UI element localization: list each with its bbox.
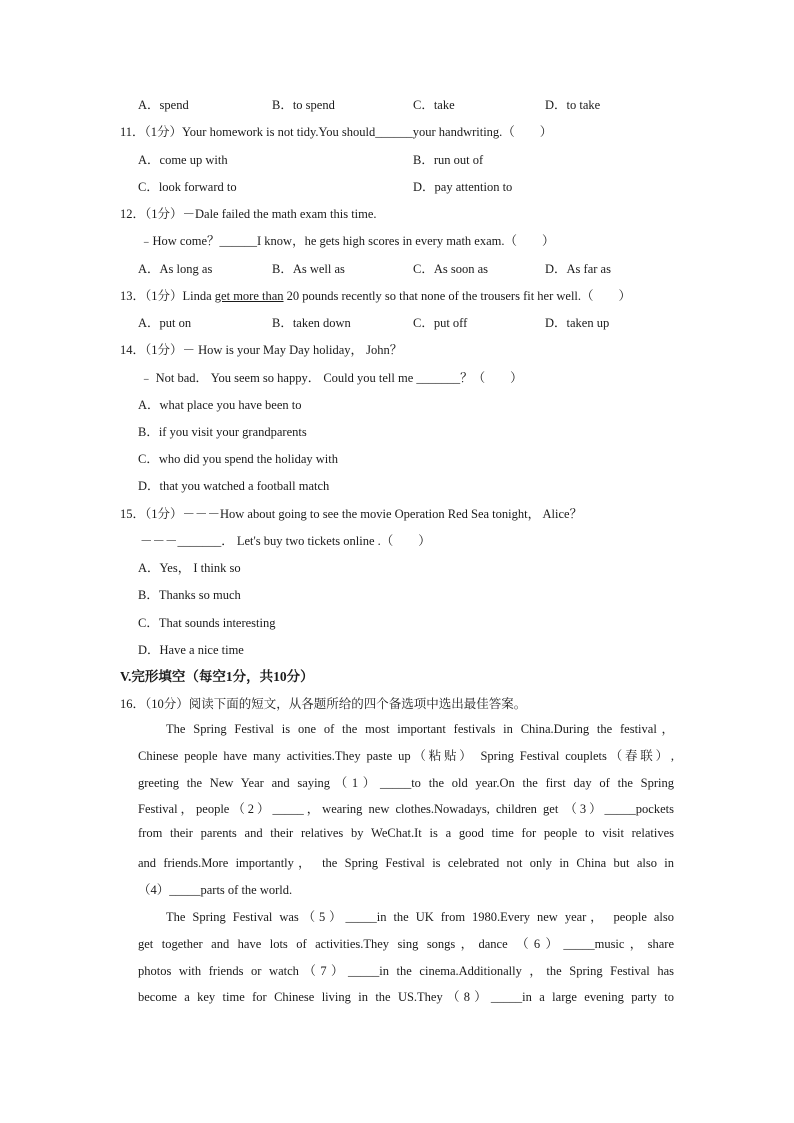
q10-option-a: A．spend [138, 98, 189, 112]
q15-option-d: D．Have a nice time [138, 643, 244, 657]
passage-line: （4）_____parts of the world. [138, 882, 293, 897]
q15-stem: 15．（1分）－－－How about going to see the movie Operation Red Sea tonight， Alice？ [120, 507, 583, 521]
passage-line: and friends.More importantly， the Spring Festival is celebrated not only in China but also in [138, 855, 674, 870]
passage-paragraph-1 [138, 719, 674, 907]
q14-option-d: D．that you watched a football match [138, 479, 330, 493]
q14-option-b: B．if you visit your grandparents [138, 425, 307, 439]
q14-stem: 14．（1分）－ How is your May Day holiday， John？ [120, 343, 403, 357]
q11-option-a: A．come up with [138, 153, 228, 167]
q10-option-b: B．to spend [272, 98, 335, 112]
q15-option-b: B．Thanks so much [138, 588, 241, 602]
q13-option-a: A．put on [138, 316, 192, 330]
q14-option-a: A．what place you have been to [138, 398, 302, 412]
q14-stem-2: ﹣ Not bad． You seem so happy． Could you tell me _______？（ ） [140, 371, 523, 385]
q13-underlined-phrase: get more than [214, 289, 284, 303]
q12-option-a: A．As long as [138, 262, 213, 276]
q11-option-d: D．pay attention to [413, 180, 513, 194]
q15-option-c: C．That sounds interesting [138, 616, 276, 630]
passage-line: greeting the New Year and saying（1）_____to the old year.On the first day of the Spring [138, 775, 674, 790]
q16-stem: 16．（10分）阅读下面的短文，从各题所给的四个备选项中选出最佳答案。 [120, 697, 527, 711]
q11-option-b: B．run out of [413, 153, 484, 167]
q11-option-c: C．look forward to [138, 180, 237, 194]
passage-line: Festival，people（2）_____，wearing new clothes.Nowadays, children get （3）_____pockets [138, 802, 674, 817]
q12-stem: 12．（1分）－Dale failed the math exam this time. [120, 207, 377, 221]
section-title: V.完形填空（每空1分，共10分） [120, 669, 314, 684]
passage-line: get together and have lots of activities.They sing songs，dance （6）_____music，share [138, 936, 674, 951]
q13-stem-post: 20 pounds recently so that none of the trousers fit her well.（ ） [283, 289, 632, 303]
passage-line: photos with friends or watch（7）_____in the cinema.Additionally ，the Spring Festival has [138, 963, 674, 978]
q12-option-c: C．As soon as [413, 262, 489, 276]
q14-option-c: C．who did you spend the holiday with [138, 452, 338, 466]
q13-option-d: D．taken up [545, 316, 610, 330]
q15-stem-2: －－－_______． Let's buy two tickets online .（ ） [140, 534, 431, 548]
passage-line: Chinese people have many activities.They paste up（粘贴） Spring Festival couplets（春联）, [138, 748, 674, 763]
passage-line: The Spring Festival was（5）_____in the UK from 1980.Every new year， people also [166, 910, 674, 924]
q11-stem: 11．（1分）Your homework is not tidy.You should______your handwriting.（ ） [120, 125, 553, 139]
q12-stem-2: ﹣How come？______I know，he gets high scores in every math exam.（ ） [140, 234, 555, 248]
passage-paragraph-2 [138, 907, 674, 1014]
q15-option-a: A．Yes， I think so [138, 561, 241, 575]
q10-option-d: D．to take [545, 98, 601, 112]
q12-option-b: B．As well as [272, 262, 345, 276]
q13-option-c: C．put off [413, 316, 468, 330]
q13-option-b: B．taken down [272, 316, 351, 330]
passage-line: become a key time for Chinese living in the US.They（8）_____in a large evening party to [138, 990, 674, 1005]
q13-stem [120, 288, 631, 304]
q13-stem-pre: 13．（1分）Linda [120, 289, 215, 303]
q12-option-d: D．As far as [545, 262, 611, 276]
passage-line: The Spring Festival is one of the most important festivals in China.During the festival， [166, 722, 674, 736]
passage-line: from their parents and their relatives by WeChat.It is a good time for people to visit relatives [138, 826, 674, 841]
q10-option-c: C．take [413, 98, 455, 112]
